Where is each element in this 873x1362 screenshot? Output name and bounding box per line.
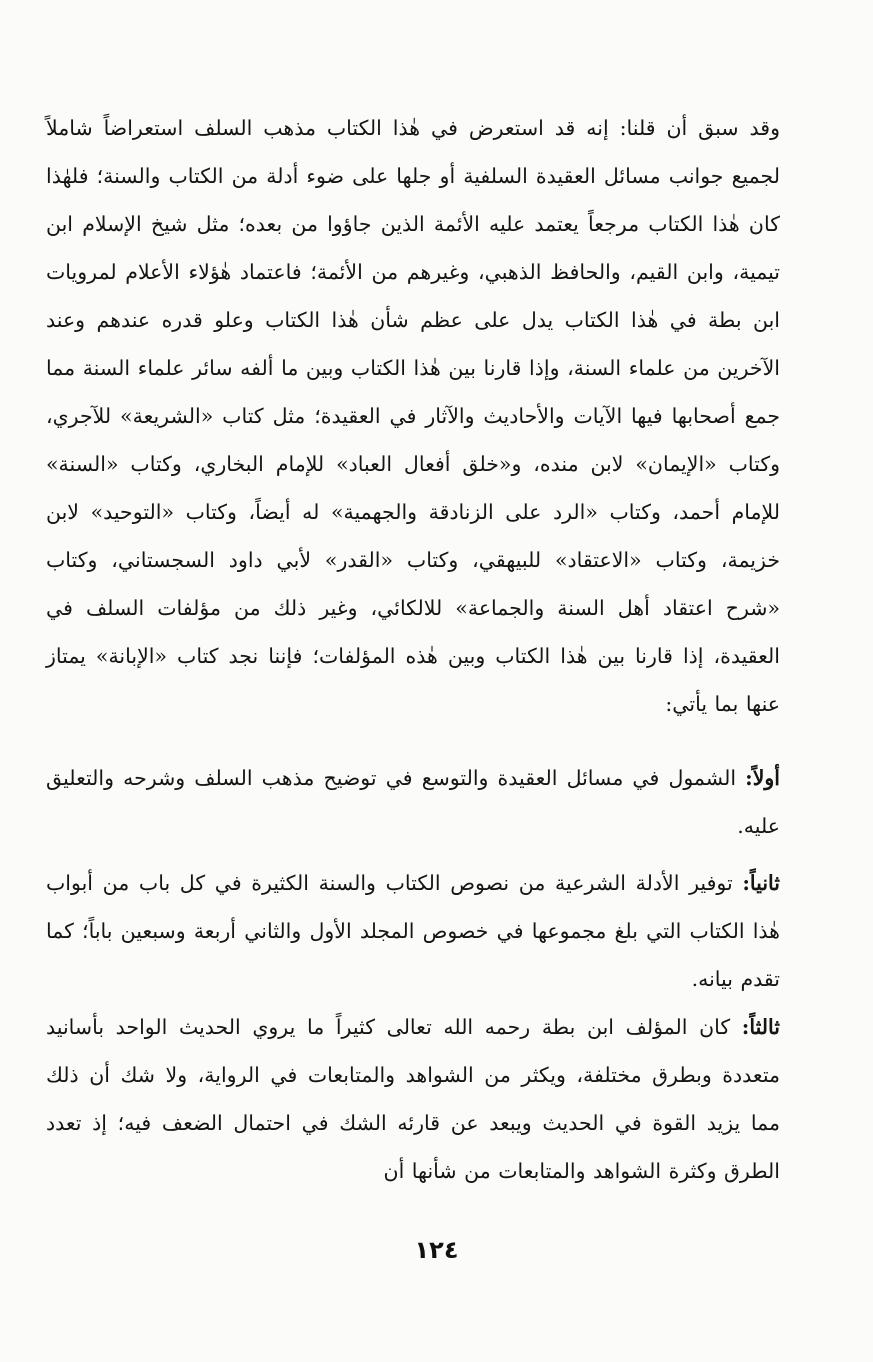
point-one-block [46, 754, 780, 850]
intro-paragraph-block [46, 104, 780, 728]
point-one-label: أولاً: [745, 766, 780, 790]
page-number: ١٢٤ [414, 1236, 459, 1264]
point-two-label: ثانياً: [742, 871, 780, 895]
point-one-text: الشمول في مسائل العقيدة والتوسع في توضيح مذهب السلف وشرحه والتعليق عليه. [46, 766, 780, 838]
point-three-block [46, 1003, 780, 1195]
point-three-label: ثالثاً: [741, 1015, 780, 1039]
point-two-block [46, 859, 780, 1003]
point-three-paragraph [46, 1003, 780, 1195]
intro-paragraph: وقد سبق أن قلنا: إنه قد استعرض في هٰذا الكتاب مذهب السلف استعراضاً شاملاً لجميع جوانب مسائل العقيدة السلفية أو جلها على ضوء أدلة من الكتاب والسنة؛ فلهٰذا كان هٰذا الكتاب مرجعاً يعتمد عليه الأئمة الذين جاؤوا من بعده؛ مثل شيخ الإسلام ابن تيمية، وابن القيم، والحافظ الذهبي، وغيرهم من الأئمة؛ فاعتماد هٰؤلاء الأعلام لمرويات ابن بطة في هٰذا الكتاب يدل على عظم شأن هٰذا الكتاب وعلو قدره عندهم وعند الآخرين من علماء السنة، وإذا قارنا بين هٰذا الكتاب وبين ما ألفه سائر علماء السنة مما جمع أصحابها فيها الآيات والأحاديث والآثار في العقيدة؛ مثل كتاب «الشريعة» للآجري، وكتاب «الإيمان» لابن منده، و«خلق أفعال العباد» للإمام البخاري، وكتاب «السنة» للإمام أحمد، وكتاب «الرد على الزنادقة والجهمية» له أيضاً، وكتاب «التوحيد» لابن خزيمة، وكتاب «الاعتقاد» للبيهقي، وكتاب «القدر» لأبي داود السجستاني، وكتاب «شرح اعتقاد أهل السنة والجماعة» للالكائي، وغير ذلك من مؤلفات السلف في العقيدة، إذا قارنا بين هٰذا الكتاب وبين هٰذه المؤلفات؛ فإننا نجد كتاب «الإبانة» يمتاز عنها بما يأتي: [46, 116, 780, 716]
point-two-paragraph [46, 859, 780, 1003]
point-one-paragraph [46, 754, 780, 850]
point-three-text: كان المؤلف ابن بطة رحمه الله تعالى كثيراً ما يروي الحديث الواحد بأسانيد متعددة وبطرق مختلفة، ويكثر من الشواهد والمتابعات في الرواية، ولا شك أن ذلك مما يزيد القوة في الحديث ويبعد عن قارئه الشك في احتمال الضعف فيه؛ إذ تعدد الطرق وكثرة الشواهد والمتابعات من شأنها أن [46, 1015, 780, 1183]
point-two-text: توفير الأدلة الشرعية من نصوص الكتاب والسنة الكثيرة في كل باب من أبواب هٰذا الكتاب التي بلغ مجموعها في خصوص المجلد الأول والثاني أربعة وسبعين باباً؛ كما تقدم بيانه. [46, 871, 780, 991]
